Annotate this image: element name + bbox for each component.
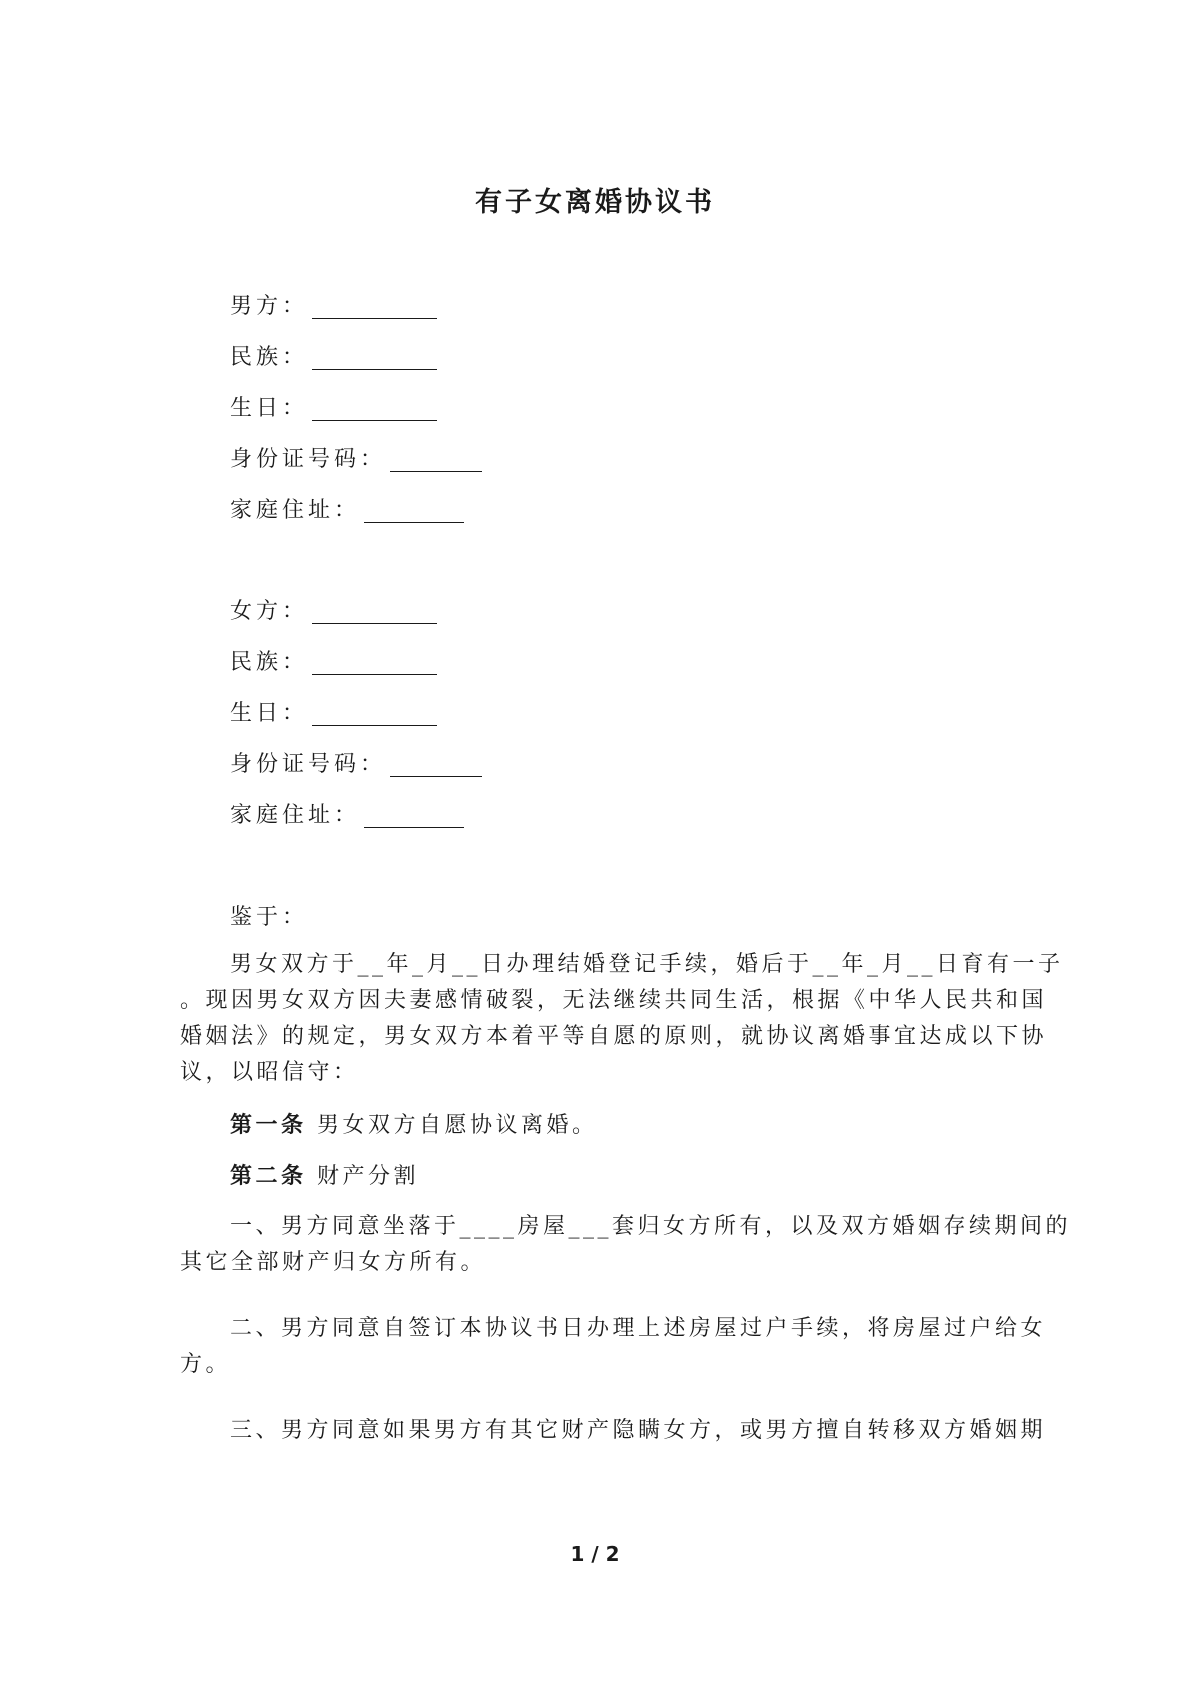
male-party-label: 男方： <box>230 294 309 319</box>
female-birthday-field <box>230 697 437 731</box>
male-party-field <box>230 290 437 324</box>
male-birthday-field <box>230 392 437 426</box>
male-ethnicity-blank <box>312 347 437 370</box>
male-id-field <box>230 443 482 477</box>
preamble-line: 议，以昭信守： <box>180 1060 359 1085</box>
whereas-label: 鉴于： <box>230 905 309 930</box>
article-1-label: 第一条 <box>230 1112 307 1138</box>
preamble-line: 婚姻法》的规定，男女双方本着平等自愿的原则，就协议离婚事宜达成以下协 <box>180 1024 1048 1049</box>
female-party-blank <box>312 601 437 624</box>
article-1-text: 男女双方自愿协议离婚。 <box>306 1113 598 1138</box>
male-birthday-label: 生日： <box>230 396 309 421</box>
clause-2-line: 方。 <box>180 1352 232 1377</box>
female-ethnicity-blank <box>312 652 437 675</box>
male-id-blank <box>390 449 482 472</box>
preamble-line: 男女双方于__年_月__日办理结婚登记手续，婚后于__年_月__日育有一子 <box>230 952 1064 977</box>
female-ethnicity-label: 民族： <box>230 650 309 675</box>
female-ethnicity-field <box>230 646 437 680</box>
female-address-label: 家庭住址： <box>230 803 361 828</box>
preamble-line: 。现因男女双方因夫妻感情破裂，无法继续共同生活，根据《中华人民共和国 <box>180 988 1048 1013</box>
clause-3 <box>180 1413 1047 1449</box>
male-birthday-blank <box>312 398 437 421</box>
clause-2 <box>180 1311 1047 1383</box>
female-id-blank <box>390 754 482 777</box>
male-address-blank <box>364 500 464 523</box>
article-1 <box>180 1107 1010 1143</box>
clause-1-line: 一、男方同意坐落于____房屋___套归女方所有，以及双方婚姻存续期间的 <box>230 1214 1072 1239</box>
article-2-label: 第二条 <box>230 1163 307 1189</box>
document-title: 有子女离婚协议书 <box>475 187 715 218</box>
whereas-heading <box>230 901 308 935</box>
male-ethnicity-label: 民族： <box>230 345 309 370</box>
female-party-field <box>230 595 437 629</box>
male-party-blank <box>312 296 437 319</box>
male-address-field <box>230 494 464 528</box>
female-id-field <box>230 748 482 782</box>
article-2-text: 财产分割 <box>306 1164 420 1189</box>
female-birthday-label: 生日： <box>230 701 309 726</box>
male-ethnicity-field <box>230 341 437 375</box>
clause-2-line: 二、男方同意自签订本协议书日办理上述房屋过户手续，将房屋过户给女 <box>230 1316 1047 1341</box>
clause-1-line: 其它全部财产归女方所有。 <box>180 1250 487 1275</box>
female-birthday-blank <box>312 703 437 726</box>
article-2 <box>180 1158 1010 1194</box>
female-party-label: 女方： <box>230 599 309 624</box>
page-indicator: 1 / 2 <box>570 1542 620 1566</box>
male-id-label: 身份证号码： <box>230 447 387 472</box>
female-address-blank <box>364 805 464 828</box>
female-id-label: 身份证号码： <box>230 752 387 777</box>
preamble-paragraph <box>180 947 1064 1091</box>
clause-1 <box>180 1209 1072 1281</box>
clause-3-line: 三、男方同意如果男方有其它财产隐瞒女方，或男方擅自转移双方婚姻期 <box>230 1418 1047 1443</box>
female-address-field <box>230 799 464 833</box>
male-address-label: 家庭住址： <box>230 498 361 523</box>
